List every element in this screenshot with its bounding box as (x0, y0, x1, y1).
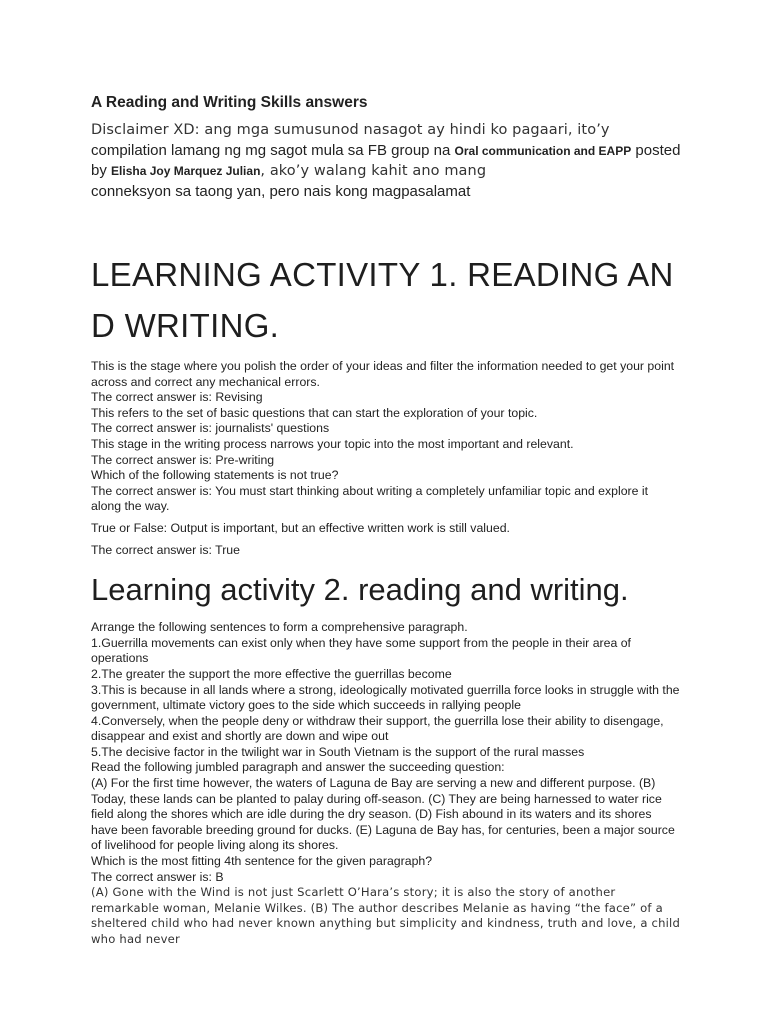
activity1-heading: LEARNING ACTIVITY 1. READING AND WRITING. (91, 256, 674, 344)
activity1-body (91, 359, 681, 558)
disclaimer-part2: compilation lamang ng mg sagot mula sa FB group na (91, 141, 455, 159)
tf-question: True or False: Output is important, but an effective written work is still valued. (91, 520, 510, 535)
activity2-line: Which is the most fitting 4th sentence for the given paragraph? (91, 854, 433, 869)
activity2-last-paragraph: (A) Gone with the Wind is not just Scarlett O’Hara’s story; it is also the story of another remarkable woman, Melanie Wilkes. (B) The author describes Melanie as having “the face” of a sheltered child who had never known anything but simplicity and kindness, truth and love, a child who had never (91, 885, 681, 946)
activity2-line: The correct answer is: B (91, 869, 224, 884)
disclaimer (91, 120, 681, 201)
tf-answer: The correct answer is: True (91, 542, 240, 557)
activity2-line: 5.The decisive factor in the twilight war in South Vietnam is the support of the rural masses (91, 744, 585, 759)
activity1-line: The correct answer is: journalists' questions (91, 421, 330, 436)
disclaimer-part4: , ako’y walang kahit ano mang (260, 163, 487, 179)
activity1-line: The correct answer is: Pre-writing (91, 452, 275, 467)
activity2-line: 3.This is because in all lands where a strong, ideologically motivated guerrilla force looks in struggle with the government, ultimate victory goes to the side which succeeds in rallying people (91, 682, 680, 713)
group-name: Oral communication and EAPP (454, 143, 632, 158)
activity2-line: Arrange the following sentences to form a comprehensive paragraph. (91, 620, 468, 635)
activity2-line: Read the following jumbled paragraph and answer the succeeding question: (91, 760, 505, 775)
activity1-line: This is the stage where you polish the order of your ideas and filter the information needed to get your point across and correct any mechanical errors. (91, 359, 675, 389)
poster-name: Elisha Joy Marquez Julian (111, 164, 261, 178)
activity2-line: 2.The greater the support the more effective the guerrillas become (91, 666, 452, 681)
activity1-line: This refers to the set of basic questions that can start the exploration of your topic. (91, 405, 538, 420)
disclaimer-part5: conneksyon sa taong yan, pero nais kong magpasalamat (91, 182, 471, 200)
activity2-line: 4.Conversely, when the people deny or withdraw their support, the guerrilla lose their ability to disengage, disappear and exist and shortly are down and wipe out (91, 713, 664, 744)
activity2-heading: Learning activity 2. reading and writing. (91, 572, 629, 608)
activity1-line: The correct answer is: Revising (91, 390, 263, 405)
activity2-line: (A) For the first time however, the waters of Laguna de Bay are serving a new and different purpose. (B) Today, these lands can be planted to palay during off-season. (C) They are being harnessed to water rice field along the shores which are idle during the dry season. (D) Fish abound in its waters and its shores have been favorable breeding ground for ducks. (E) Laguna de Bay has, for centuries, been a major source of livelihood for people living along its shores. (91, 776, 675, 853)
activity1-line: Which of the following statements is not true? (91, 468, 339, 483)
document-page (91, 94, 681, 948)
disclaimer-part3: posted by (91, 141, 681, 179)
activity2-body (91, 620, 681, 947)
disclaimer-part1: Disclaimer XD: ang mga sumusunod nasagot ay hindi ko pagaari, ito’y (91, 122, 610, 138)
document-title: A Reading and Writing Skills answers (91, 94, 368, 111)
activity1-line: The correct answer is: You must start thinking about writing a completely unfamiliar topic and explore it along the way. (91, 483, 649, 514)
activity2-line: 1.Guerrilla movements can exist only when they have some support from the people in their area of operations (91, 635, 631, 666)
activity1-line: This stage in the writing process narrows your topic into the most important and relevant. (91, 436, 574, 451)
